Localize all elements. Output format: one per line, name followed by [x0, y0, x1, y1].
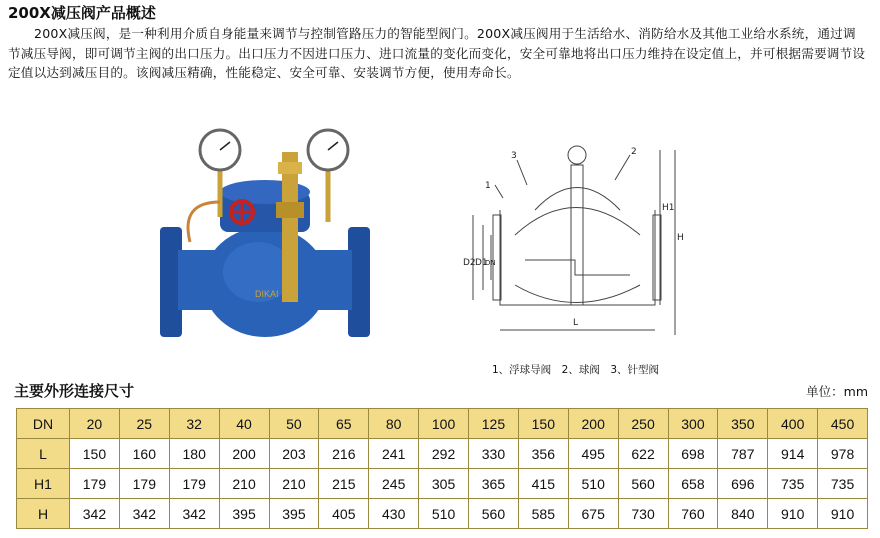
table-cell: 342 [119, 499, 169, 529]
table-cell: 50 [269, 409, 319, 439]
table-cell: 735 [818, 469, 868, 499]
table-cell: 25 [119, 409, 169, 439]
table-cell: 510 [419, 499, 469, 529]
table-cell: 215 [319, 469, 369, 499]
table-cell: 342 [70, 499, 120, 529]
table-cell: 622 [618, 439, 668, 469]
table-cell: 342 [169, 499, 219, 529]
brand-mark: DIKAI [255, 289, 279, 299]
table-cell: 395 [269, 499, 319, 529]
callout-3: 3 [511, 151, 517, 161]
callout-1: 1 [485, 181, 491, 191]
table-cell: 350 [718, 409, 768, 439]
product-description: 200X减压阀，是一种利用介质自身能量来调节与控制管路压力的智能型阀门。200X减压阀用于生活给水、消防给水及其他工业给水系统，通过调节减压导阀，即可调节主阀的出口压力。出口压力不因进口压力、进口流量的变化而变化，安全可靠地将出口压力维持在设定值上，并可根据需要调节设定值以达到减压目的。该阀减压精确，性能稳定、安全可靠、安装调节方便，使用寿命长。 [8, 26, 866, 80]
table-cell: 200 [568, 409, 618, 439]
table-cell: 20 [70, 409, 120, 439]
table-cell: 840 [718, 499, 768, 529]
table-cell: 405 [319, 499, 369, 529]
table-cell: 32 [169, 409, 219, 439]
row-label: DN [17, 409, 70, 439]
dim-h1: H1 [662, 203, 675, 213]
table-cell: 675 [568, 499, 618, 529]
table-cell: 305 [419, 469, 469, 499]
table-cell: 450 [818, 409, 868, 439]
table-cell: 200 [219, 439, 269, 469]
table-row [17, 499, 868, 529]
table-cell: 100 [419, 409, 469, 439]
table-cell: 978 [818, 439, 868, 469]
table-cell: 495 [568, 439, 618, 469]
table-cell: 787 [718, 439, 768, 469]
dimension-table [16, 408, 868, 529]
table-cell: 241 [369, 439, 419, 469]
table-cell: 180 [169, 439, 219, 469]
table-cell: 125 [469, 409, 519, 439]
table-cell: 415 [518, 469, 568, 499]
table-cell: 150 [518, 409, 568, 439]
table-row [17, 439, 868, 469]
dim-dn: DN [485, 259, 496, 267]
dim-h: H [677, 233, 684, 243]
table-cell: 914 [768, 439, 818, 469]
row-label: H1 [17, 469, 70, 499]
valve-photo [160, 122, 370, 347]
table-cell: 510 [568, 469, 618, 499]
table-cell: 40 [219, 409, 269, 439]
table-cell: 560 [618, 469, 668, 499]
table-cell: 65 [319, 409, 369, 439]
table-cell: 696 [718, 469, 768, 499]
table-cell: 245 [369, 469, 419, 499]
table-cell: 560 [469, 499, 519, 529]
table-cell: 365 [469, 469, 519, 499]
callout-2: 2 [631, 147, 637, 157]
dim-d2: D2 [463, 258, 476, 268]
table-cell: 160 [119, 439, 169, 469]
dim-l: L [573, 318, 579, 328]
valve-section-drawing [455, 140, 685, 340]
table-cell: 179 [119, 469, 169, 499]
table-cell: 210 [219, 469, 269, 499]
table-cell: 300 [668, 409, 718, 439]
table-cell: 730 [618, 499, 668, 529]
table-cell: 395 [219, 499, 269, 529]
table-title: 主要外形连接尺寸 [14, 382, 135, 400]
drawing-legend: 1、浮球导阀 2、球阀 3、针型阀 [492, 364, 660, 376]
table-cell: 698 [668, 439, 718, 469]
table-cell: 80 [369, 409, 419, 439]
table-cell: 735 [768, 469, 818, 499]
unit-label: 单位：mm [806, 384, 868, 399]
table-cell: 910 [818, 499, 868, 529]
table-row [17, 409, 868, 439]
table-cell: 216 [319, 439, 369, 469]
table-cell: 910 [768, 499, 818, 529]
dim-d1: D1 [475, 258, 488, 268]
table-cell: 760 [668, 499, 718, 529]
table-cell: 210 [269, 469, 319, 499]
table-cell: 658 [668, 469, 718, 499]
row-label: L [17, 439, 70, 469]
table-cell: 179 [70, 469, 120, 499]
table-cell: 179 [169, 469, 219, 499]
table-cell: 203 [269, 439, 319, 469]
table-cell: 292 [419, 439, 469, 469]
table-cell: 330 [469, 439, 519, 469]
table-cell: 356 [518, 439, 568, 469]
table-cell: 585 [518, 499, 568, 529]
table-cell: 250 [618, 409, 668, 439]
table-cell: 400 [768, 409, 818, 439]
page-title: 200X减压阀产品概述 [8, 4, 156, 22]
table-cell: 430 [369, 499, 419, 529]
table-row [17, 469, 868, 499]
row-label: H [17, 499, 70, 529]
table-cell: 150 [70, 439, 120, 469]
